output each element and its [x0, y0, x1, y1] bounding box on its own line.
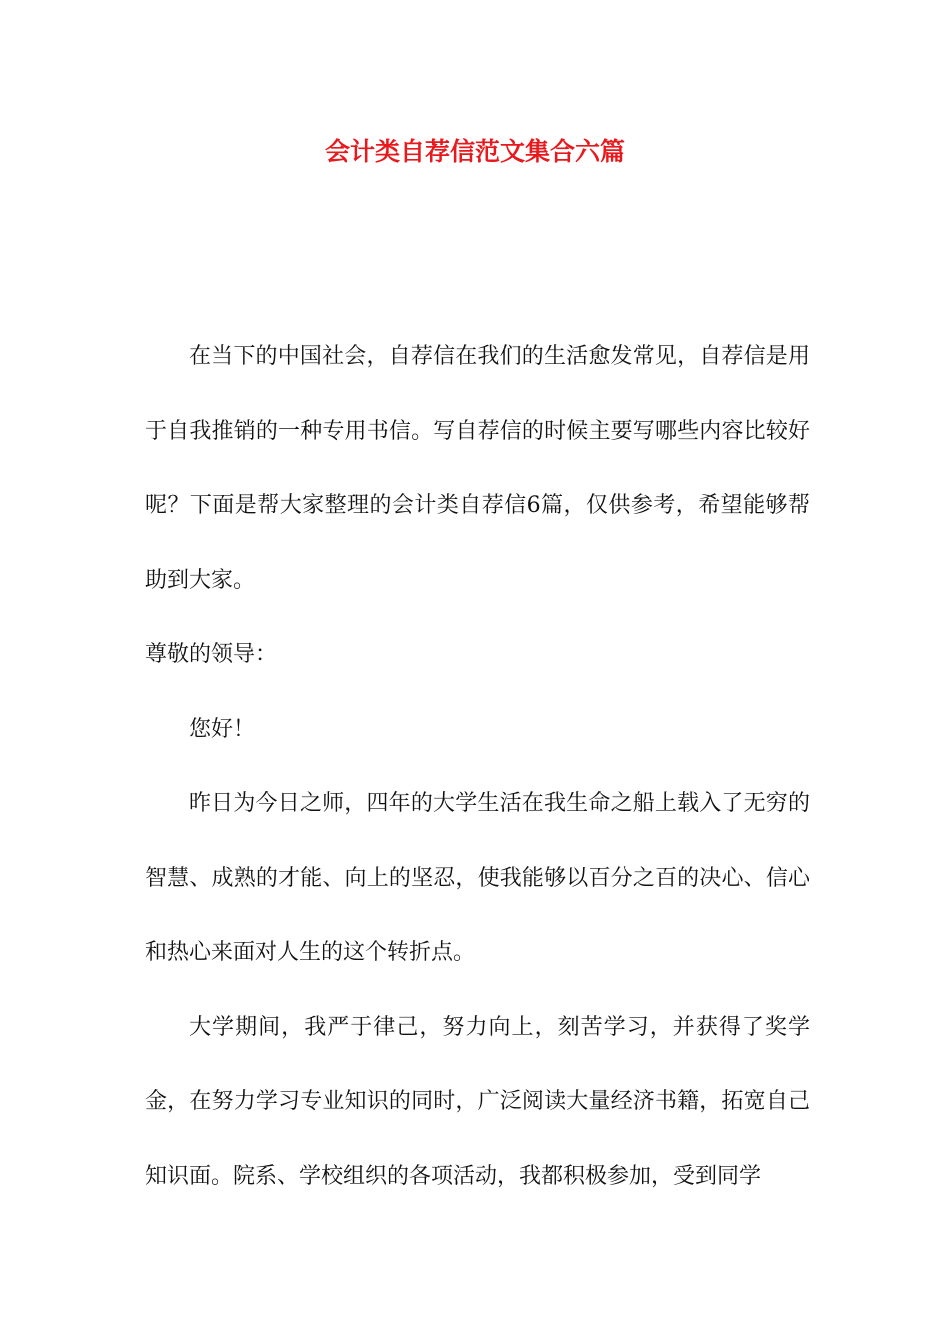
paragraph-salutation: 尊敬的领导：: [145, 642, 278, 667]
document-title: 会计类自荐信范文集合六篇: [324, 137, 625, 166]
paragraph-reflection: 昨日为今日之师，四年的大学生活在我生命之船上载入了无穷的智慧、成熟的才能、向上的坚忍，使我能够以百分之百的决心、信心和热心来面对人生的这个转折点。: [145, 791, 810, 965]
paragraph-university: 大学期间，我严于律己，努力向上，刻苦学习，并获得了奖学金，在努力学习专业知识的同时，广泛阅读大量经济书籍，拓宽自己知识面。院系、学校组织的各项活动，我都积极参加，受到同学: [145, 1014, 810, 1189]
document-body: [145, 320, 810, 1214]
paragraph-greeting: 您好！: [189, 716, 256, 742]
paragraph-intro: 在当下的中国社会，自荐信在我们的生活愈发常见，自荐信是用于自我推销的一种专用书信。写自荐信的时候主要写哪些内容比较好呢？下面是帮大家整理的会计类自荐信6篇，仅供参考，希望能够帮助到大家。: [145, 344, 810, 593]
